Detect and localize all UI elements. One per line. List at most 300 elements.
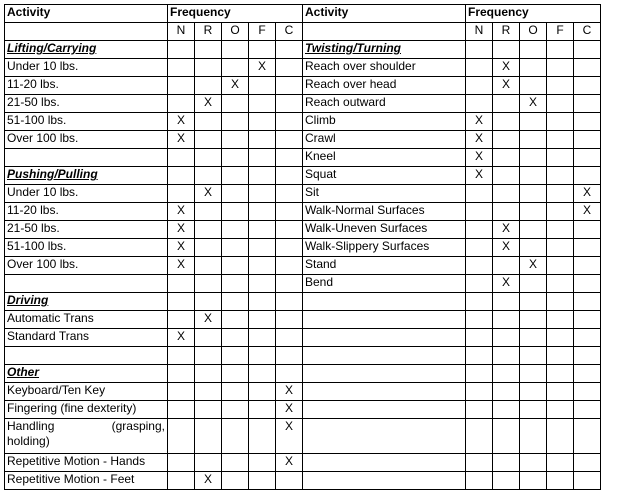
frequency-mark-n — [466, 77, 493, 95]
blank-header-cell-left — [5, 23, 168, 41]
frequency-mark-f — [249, 113, 276, 131]
frequency-mark-r — [493, 472, 520, 490]
frequency-mark-r — [493, 401, 520, 419]
frequency-mark-r — [493, 113, 520, 131]
frequency-mark-f — [249, 383, 276, 401]
activity-label: 21-50 lbs. — [5, 221, 168, 239]
activity-label — [303, 293, 466, 311]
frequency-mark-f — [547, 454, 574, 472]
frequency-mark-f — [547, 239, 574, 257]
frequency-mark-o — [520, 131, 547, 149]
frequency-mark-f — [547, 383, 574, 401]
code-c-left: C — [276, 23, 303, 41]
frequency-mark-c — [574, 167, 601, 185]
frequency-mark-f — [249, 365, 276, 383]
frequency-mark-f — [547, 149, 574, 167]
frequency-mark-f — [249, 275, 276, 293]
frequency-mark-f — [547, 185, 574, 203]
frequency-mark-r — [195, 77, 222, 95]
activity-label: Repetitive Motion - Hands — [5, 454, 168, 472]
frequency-mark-r: X — [195, 185, 222, 203]
activity-label: Reach outward — [303, 95, 466, 113]
activity-label: 51-100 lbs. — [5, 113, 168, 131]
frequency-mark-n: X — [168, 131, 195, 149]
code-n-left: N — [168, 23, 195, 41]
frequency-mark-f — [547, 221, 574, 239]
frequency-mark-f — [547, 293, 574, 311]
table-row — [5, 257, 601, 275]
code-n-right: N — [466, 23, 493, 41]
table-row — [5, 185, 601, 203]
frequency-mark-n — [466, 365, 493, 383]
frequency-mark-o — [520, 419, 547, 454]
activity-label — [303, 347, 466, 365]
activity-label: 21-50 lbs. — [5, 95, 168, 113]
frequency-mark-c — [276, 167, 303, 185]
activity-label: Kneel — [303, 149, 466, 167]
code-c-right: C — [574, 23, 601, 41]
frequency-mark-f — [547, 131, 574, 149]
frequency-mark-c: X — [276, 383, 303, 401]
frequency-mark-c — [574, 383, 601, 401]
frequency-mark-f — [547, 113, 574, 131]
activity-label: Walk-Uneven Surfaces — [303, 221, 466, 239]
frequency-mark-o — [222, 311, 249, 329]
frequency-mark-o — [222, 401, 249, 419]
frequency-mark-n — [168, 365, 195, 383]
frequency-header-right: Frequency — [466, 5, 601, 23]
frequency-mark-f — [249, 41, 276, 59]
activity-label: 51-100 lbs. — [5, 239, 168, 257]
frequency-mark-c — [276, 77, 303, 95]
activity-header-right: Activity — [303, 5, 466, 23]
frequency-mark-c — [574, 113, 601, 131]
activity-label — [303, 365, 466, 383]
code-f-right: F — [547, 23, 574, 41]
frequency-mark-o — [222, 419, 249, 454]
table-row — [5, 419, 601, 454]
frequency-mark-f: X — [249, 59, 276, 77]
frequency-mark-r: X — [493, 239, 520, 257]
frequency-mark-o — [222, 239, 249, 257]
frequency-mark-r — [195, 454, 222, 472]
frequency-mark-r — [493, 185, 520, 203]
frequency-mark-r — [195, 383, 222, 401]
table-row — [5, 113, 601, 131]
activity-label: Over 100 lbs. — [5, 131, 168, 149]
frequency-mark-n — [466, 347, 493, 365]
frequency-mark-o — [520, 59, 547, 77]
frequency-mark-c — [574, 329, 601, 347]
table-row — [5, 149, 601, 167]
activity-label: 11-20 lbs. — [5, 77, 168, 95]
frequency-mark-n — [168, 472, 195, 490]
frequency-mark-r: X — [493, 59, 520, 77]
frequency-mark-c — [574, 419, 601, 454]
activity-label: Fingering (fine dexterity) — [5, 401, 168, 419]
frequency-mark-c — [276, 472, 303, 490]
frequency-mark-o — [222, 95, 249, 113]
frequency-mark-o — [520, 221, 547, 239]
activity-label — [303, 419, 466, 454]
frequency-mark-f — [249, 311, 276, 329]
frequency-mark-n: X — [466, 167, 493, 185]
frequency-mark-o — [222, 185, 249, 203]
frequency-mark-f — [547, 347, 574, 365]
frequency-mark-c — [574, 454, 601, 472]
frequency-mark-r — [195, 329, 222, 347]
frequency-mark-f — [249, 329, 276, 347]
code-r-right: R — [493, 23, 520, 41]
frequency-mark-f — [249, 185, 276, 203]
frequency-mark-f — [249, 131, 276, 149]
activity-label: Stand — [303, 257, 466, 275]
frequency-mark-o — [222, 221, 249, 239]
activity-label — [303, 454, 466, 472]
activity-label: Squat — [303, 167, 466, 185]
frequency-mark-f — [547, 472, 574, 490]
frequency-mark-c — [276, 257, 303, 275]
table-body — [5, 5, 601, 490]
frequency-mark-r — [195, 59, 222, 77]
frequency-mark-o — [520, 329, 547, 347]
activity-label — [303, 311, 466, 329]
label-line-2: holding) — [7, 434, 50, 448]
frequency-mark-r — [195, 221, 222, 239]
frequency-mark-c — [574, 293, 601, 311]
frequency-mark-n — [466, 203, 493, 221]
frequency-mark-n — [168, 383, 195, 401]
frequency-mark-r — [493, 149, 520, 167]
frequency-mark-n: X — [466, 113, 493, 131]
frequency-mark-f — [547, 419, 574, 454]
frequency-mark-o — [520, 275, 547, 293]
frequency-mark-o — [520, 383, 547, 401]
frequency-mark-r — [493, 419, 520, 454]
frequency-mark-r: X — [195, 472, 222, 490]
frequency-mark-n: X — [466, 131, 493, 149]
frequency-mark-n — [168, 77, 195, 95]
frequency-mark-n — [466, 293, 493, 311]
frequency-mark-r — [493, 329, 520, 347]
frequency-mark-c — [276, 185, 303, 203]
frequency-mark-n — [168, 167, 195, 185]
frequency-mark-c — [574, 311, 601, 329]
table-row — [5, 383, 601, 401]
activity-label: Bend — [303, 275, 466, 293]
code-o-right: O — [520, 23, 547, 41]
frequency-mark-c — [276, 293, 303, 311]
label-word: Handling — [7, 419, 55, 433]
table-row — [5, 329, 601, 347]
frequency-mark-o — [222, 347, 249, 365]
table-row — [5, 77, 601, 95]
section-heading: Other — [5, 365, 168, 383]
frequency-mark-r: X — [195, 311, 222, 329]
frequency-mark-n — [168, 347, 195, 365]
frequency-mark-c — [574, 347, 601, 365]
table-row — [5, 221, 601, 239]
table-row — [5, 203, 601, 221]
frequency-mark-n: X — [466, 149, 493, 167]
frequency-mark-c — [574, 59, 601, 77]
frequency-mark-r: X — [493, 77, 520, 95]
frequency-mark-o — [520, 454, 547, 472]
activity-label: Under 10 lbs. — [5, 59, 168, 77]
frequency-mark-c — [574, 221, 601, 239]
table-row — [5, 41, 601, 59]
activity-label — [5, 419, 168, 454]
frequency-mark-f — [249, 77, 276, 95]
frequency-mark-n — [168, 185, 195, 203]
frequency-mark-n: X — [168, 329, 195, 347]
frequency-mark-n — [466, 329, 493, 347]
frequency-mark-o — [222, 203, 249, 221]
activity-label: Under 10 lbs. — [5, 185, 168, 203]
activity-label — [303, 472, 466, 490]
frequency-mark-f — [547, 203, 574, 221]
table-row — [5, 131, 601, 149]
frequency-mark-c — [276, 329, 303, 347]
frequency-mark-r — [195, 167, 222, 185]
frequency-mark-c — [574, 275, 601, 293]
table-row — [5, 239, 601, 257]
frequency-mark-c — [574, 77, 601, 95]
activity-label — [5, 275, 168, 293]
frequency-mark-o — [222, 293, 249, 311]
frequency-mark-o — [222, 365, 249, 383]
frequency-mark-o — [520, 293, 547, 311]
frequency-mark-n — [466, 257, 493, 275]
frequency-mark-r — [493, 95, 520, 113]
activity-label: Automatic Trans — [5, 311, 168, 329]
frequency-mark-c — [574, 149, 601, 167]
section-heading: Pushing/Pulling — [5, 167, 168, 185]
frequency-mark-c — [574, 131, 601, 149]
frequency-mark-c: X — [276, 419, 303, 454]
frequency-mark-f — [249, 203, 276, 221]
table-row — [5, 293, 601, 311]
label-line-1 — [7, 419, 165, 434]
frequency-mark-c — [574, 401, 601, 419]
frequency-mark-n — [168, 275, 195, 293]
frequency-mark-f — [547, 41, 574, 59]
frequency-mark-c — [574, 41, 601, 59]
frequency-mark-c — [574, 472, 601, 490]
frequency-mark-f — [249, 401, 276, 419]
frequency-mark-c — [276, 239, 303, 257]
table-row — [5, 454, 601, 472]
activity-label: Repetitive Motion - Feet — [5, 472, 168, 490]
frequency-mark-r — [195, 401, 222, 419]
frequency-mark-f — [547, 329, 574, 347]
frequency-mark-o — [520, 167, 547, 185]
frequency-mark-r: X — [195, 95, 222, 113]
frequency-mark-c — [276, 113, 303, 131]
frequency-mark-o — [520, 149, 547, 167]
frequency-mark-o — [520, 41, 547, 59]
blank-header-cell-right — [303, 23, 466, 41]
code-r-left: R — [195, 23, 222, 41]
frequency-mark-f — [547, 401, 574, 419]
frequency-mark-r — [195, 113, 222, 131]
frequency-mark-r: X — [493, 275, 520, 293]
frequency-mark-r — [493, 365, 520, 383]
frequency-mark-f — [249, 472, 276, 490]
frequency-mark-c — [574, 239, 601, 257]
frequency-mark-o — [520, 239, 547, 257]
table-row — [5, 311, 601, 329]
frequency-mark-o: X — [222, 77, 249, 95]
header-row-2 — [5, 23, 601, 41]
frequency-mark-o: X — [520, 95, 547, 113]
frequency-mark-f — [249, 167, 276, 185]
frequency-mark-r — [195, 347, 222, 365]
frequency-mark-f — [547, 167, 574, 185]
frequency-mark-n — [466, 221, 493, 239]
frequency-mark-c: X — [574, 203, 601, 221]
frequency-mark-c — [276, 275, 303, 293]
frequency-mark-f — [547, 365, 574, 383]
activity-header-left: Activity — [5, 5, 168, 23]
frequency-mark-c — [276, 311, 303, 329]
frequency-mark-f — [249, 347, 276, 365]
frequency-mark-n: X — [168, 257, 195, 275]
frequency-mark-c — [276, 149, 303, 167]
table-row — [5, 59, 601, 77]
code-f-left: F — [249, 23, 276, 41]
table-row — [5, 167, 601, 185]
frequency-mark-f — [547, 257, 574, 275]
frequency-mark-r — [195, 41, 222, 59]
frequency-mark-n — [466, 59, 493, 77]
frequency-mark-c: X — [574, 185, 601, 203]
frequency-mark-n — [168, 41, 195, 59]
activity-label: 11-20 lbs. — [5, 203, 168, 221]
activity-label: Walk-Normal Surfaces — [303, 203, 466, 221]
table-row — [5, 347, 601, 365]
frequency-mark-r: X — [493, 221, 520, 239]
frequency-mark-o — [520, 113, 547, 131]
frequency-mark-f — [249, 239, 276, 257]
activity-label — [303, 383, 466, 401]
frequency-mark-c — [574, 257, 601, 275]
frequency-mark-r — [493, 293, 520, 311]
frequency-mark-r — [493, 257, 520, 275]
frequency-mark-r — [493, 311, 520, 329]
frequency-mark-o — [520, 77, 547, 95]
frequency-mark-n — [168, 311, 195, 329]
frequency-mark-c — [276, 59, 303, 77]
frequency-mark-o — [222, 113, 249, 131]
frequency-mark-f — [249, 419, 276, 454]
frequency-mark-r — [195, 149, 222, 167]
activity-label — [5, 149, 168, 167]
frequency-mark-r — [195, 365, 222, 383]
frequency-mark-n — [466, 454, 493, 472]
activity-label: Standard Trans — [5, 329, 168, 347]
frequency-mark-f — [547, 95, 574, 113]
frequency-mark-f — [547, 77, 574, 95]
frequency-mark-n — [466, 311, 493, 329]
frequency-mark-n — [466, 185, 493, 203]
frequency-mark-c — [276, 41, 303, 59]
frequency-mark-n — [168, 293, 195, 311]
activity-label: Walk-Slippery Surfaces — [303, 239, 466, 257]
frequency-mark-r — [195, 275, 222, 293]
section-heading: Driving — [5, 293, 168, 311]
frequency-mark-n: X — [168, 239, 195, 257]
frequency-mark-n: X — [168, 221, 195, 239]
frequency-mark-r — [493, 347, 520, 365]
frequency-mark-r — [493, 41, 520, 59]
frequency-mark-n — [168, 149, 195, 167]
frequency-mark-c — [276, 203, 303, 221]
table-row — [5, 95, 601, 113]
frequency-mark-n — [168, 419, 195, 454]
frequency-mark-c — [276, 347, 303, 365]
frequency-mark-f — [547, 275, 574, 293]
frequency-mark-o — [222, 383, 249, 401]
activity-label: Over 100 lbs. — [5, 257, 168, 275]
frequency-mark-o — [520, 203, 547, 221]
frequency-mark-o — [520, 472, 547, 490]
activity-label — [303, 329, 466, 347]
frequency-mark-o: X — [520, 257, 547, 275]
frequency-mark-o — [520, 401, 547, 419]
frequency-mark-n — [466, 239, 493, 257]
frequency-mark-c — [276, 131, 303, 149]
activity-label: Keyboard/Ten Key — [5, 383, 168, 401]
table-row — [5, 365, 601, 383]
frequency-mark-n — [466, 472, 493, 490]
frequency-mark-o — [520, 347, 547, 365]
activity-label: Reach over head — [303, 77, 466, 95]
frequency-mark-n — [168, 401, 195, 419]
frequency-mark-o — [222, 41, 249, 59]
frequency-mark-n — [466, 41, 493, 59]
frequency-mark-o — [222, 131, 249, 149]
frequency-mark-o — [520, 365, 547, 383]
activity-label: Reach over shoulder — [303, 59, 466, 77]
frequency-form — [4, 4, 601, 490]
frequency-mark-n: X — [168, 203, 195, 221]
frequency-mark-r — [195, 203, 222, 221]
frequency-mark-n — [466, 419, 493, 454]
section-heading: Twisting/Turning — [303, 41, 466, 59]
activity-label: Climb — [303, 113, 466, 131]
frequency-mark-c — [276, 221, 303, 239]
frequency-mark-f — [547, 59, 574, 77]
frequency-mark-r — [493, 383, 520, 401]
frequency-mark-n — [168, 454, 195, 472]
frequency-mark-o — [222, 329, 249, 347]
frequency-mark-r — [195, 257, 222, 275]
frequency-mark-f — [249, 293, 276, 311]
frequency-mark-r — [493, 203, 520, 221]
frequency-mark-f — [249, 454, 276, 472]
table-row — [5, 401, 601, 419]
code-o-left: O — [222, 23, 249, 41]
frequency-mark-r — [493, 131, 520, 149]
frequency-mark-o — [222, 257, 249, 275]
frequency-mark-o — [222, 472, 249, 490]
frequency-mark-n — [466, 401, 493, 419]
frequency-mark-o — [222, 454, 249, 472]
section-heading: Lifting/Carrying — [5, 41, 168, 59]
frequency-mark-c — [574, 95, 601, 113]
activity-label: Sit — [303, 185, 466, 203]
